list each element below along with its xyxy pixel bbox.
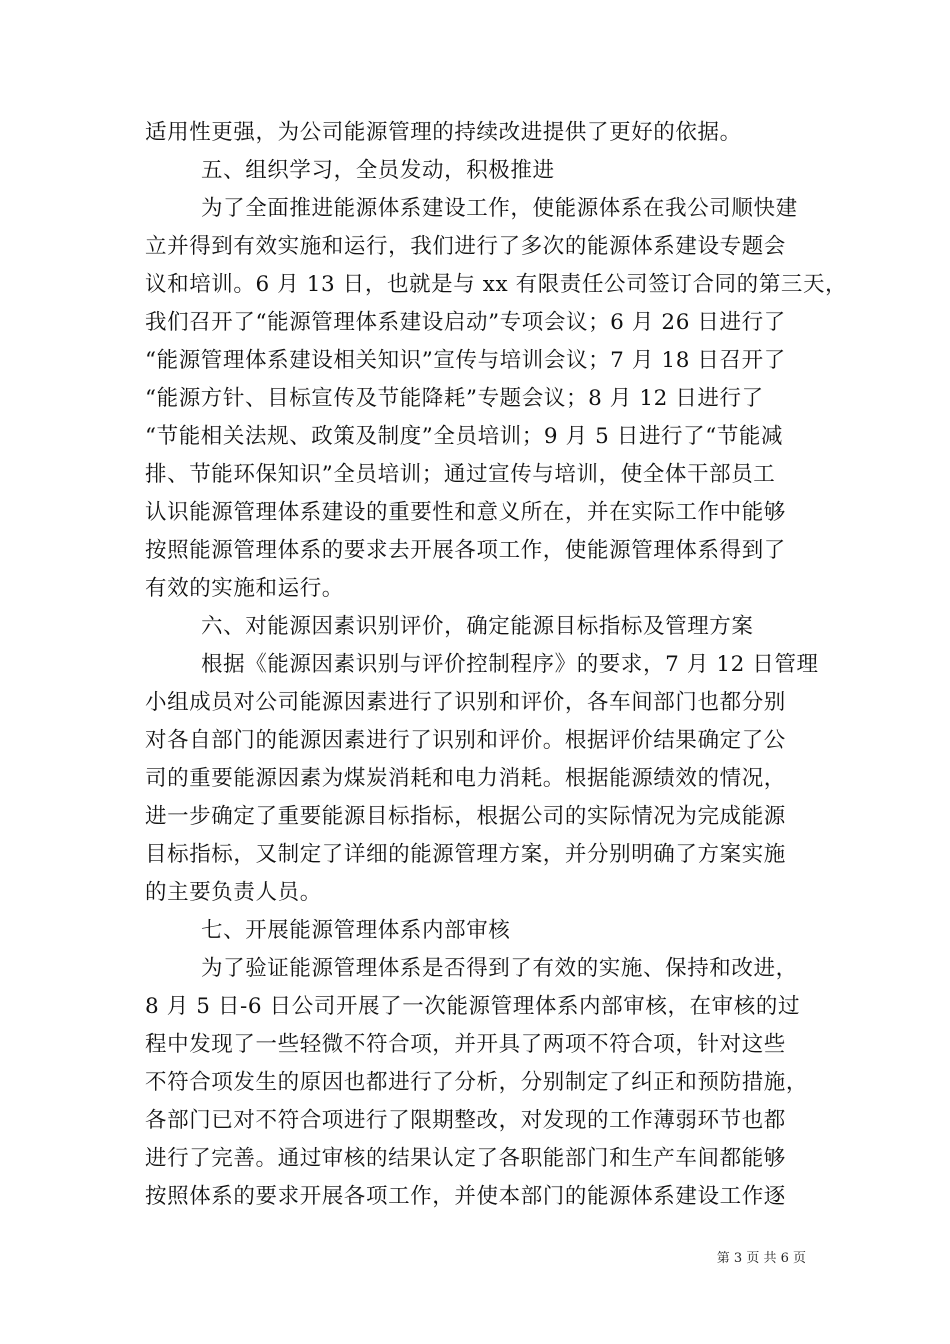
paragraph-line: 按照体系的要求开展各项工作，并使本部门的能源体系建设工作逐	[145, 1184, 786, 1209]
paragraph-line: 对各自部门的能源因素进行了识别和评价。根据评价结果确定了公	[145, 728, 786, 753]
paragraph-line: 认识能源管理体系建设的重要性和意义所在，并在实际工作中能够	[145, 500, 786, 525]
paragraph-line: 立并得到有效实施和运行，我们进行了多次的能源体系建设专题会	[145, 234, 786, 259]
paragraph-line: 的主要负责人员。	[145, 880, 322, 905]
paragraph-line: 小组成员对公司能源因素进行了识别和评价，各车间部门也都分别	[145, 690, 786, 715]
paragraph-line: 进行了完善。通过审核的结果认定了各职能部门和生产车间都能够	[145, 1146, 786, 1171]
body-text-line: 适用性更强，为公司能源管理的持续改进提供了更好的依据。	[145, 120, 742, 145]
paragraph-line: 程中发现了一些轻微不符合项，并开具了两项不符合项，针对这些	[145, 1032, 786, 1057]
section-heading-7: 七、开展能源管理体系内部审核	[201, 918, 511, 943]
paragraph-line: 不符合项发生的原因也都进行了分析，分别制定了纠正和预防措施，	[145, 1070, 809, 1095]
paragraph-line: 有效的实施和运行。	[145, 576, 344, 601]
paragraph-line: 各部门已对不符合项进行了限期整改，对发现的工作薄弱环节也都	[145, 1108, 786, 1133]
paragraph-line: 议和培训。6 月 13 日，也就是与 xx 有限责任公司签订合同的第三天，	[145, 272, 848, 297]
paragraph-line: 司的重要能源因素为煤炭消耗和电力消耗。根据能源绩效的情况，	[145, 766, 786, 791]
paragraph-line: 为了验证能源管理体系是否得到了有效的实施、保持和改进，	[201, 956, 798, 981]
paragraph-line: 按照能源管理体系的要求去开展各项工作，使能源管理体系得到了	[145, 538, 786, 563]
page-number-footer: 第 3 页 共 6 页	[716, 1251, 806, 1266]
section-heading-6: 六、对能源因素识别评价，确定能源目标指标及管理方案	[201, 614, 754, 639]
paragraph-line: 8 月 5 日-6 日公司开展了一次能源管理体系内部审核，在审核的过	[145, 994, 801, 1019]
paragraph-line: “能源管理体系建设相关知识”宣传与培训会议；7 月 18 日召开了	[145, 348, 786, 373]
paragraph-line: 进一步确定了重要能源目标指标，根据公司的实际情况为完成能源	[145, 804, 786, 829]
paragraph-line: “节能相关法规、政策及制度”全员培训；9 月 5 日进行了“节能减	[145, 424, 784, 449]
paragraph-line: 根据《能源因素识别与评价控制程序》的要求，7 月 12 日管理	[201, 652, 819, 677]
paragraph-line: “能源方针、目标宣传及节能降耗”专题会议；8 月 12 日进行了	[145, 386, 764, 411]
paragraph-line: 为了全面推进能源体系建设工作，使能源体系在我公司顺快建	[201, 196, 798, 221]
paragraph-line: 排、节能环保知识”全员培训；通过宣传与培训，使全体干部员工	[145, 462, 776, 487]
paragraph-line: 目标指标，又制定了详细的能源管理方案，并分别明确了方案实施	[145, 842, 786, 867]
paragraph-line: 我们召开了“能源管理体系建设启动”专项会议；6 月 26 日进行了	[145, 310, 786, 335]
section-heading-5: 五、组织学习，全员发动，积极推进	[201, 158, 555, 183]
